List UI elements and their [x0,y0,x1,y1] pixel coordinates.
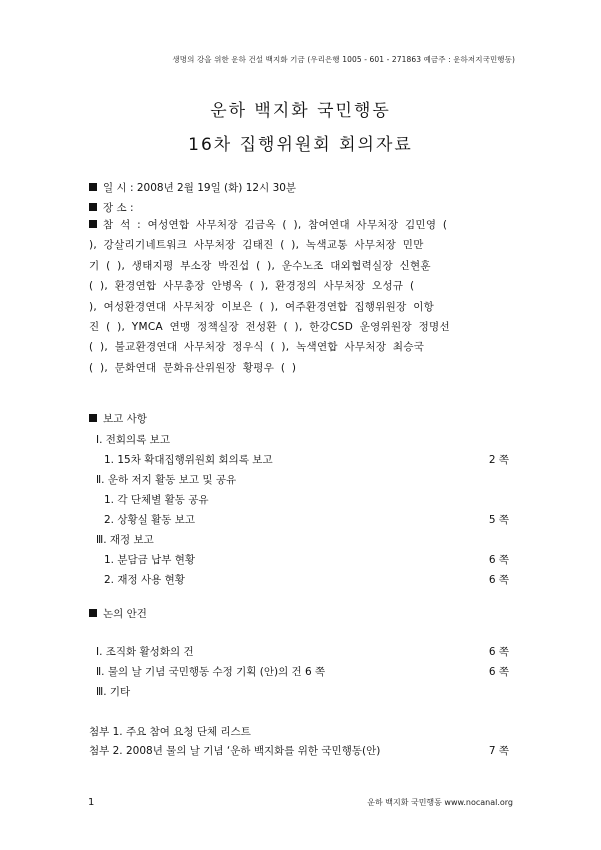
page-number: 1 [88,797,95,808]
page-ref: 6 쪽 [488,646,509,658]
discussion-item-1: Ⅰ. 조직화 활성화의 건 [96,646,194,658]
page-ref: 6 쪽 [488,574,509,586]
report-section-2: Ⅱ. 운하 저지 활동 보고 및 공유 [96,474,237,486]
attendees-line-8: ( ), 문화연대 문화유산위원장 황평우 ( ) [89,362,297,374]
fund-banner: 생명의 강을 위한 운하 건설 백지화 기금 (우리은행 1005 - 601 - 271863 예금주 : 운하저지국민행동) [172,55,515,64]
report-item-minutes: 1. 15차 확대집행위원회 회의록 보고 [104,454,273,466]
report-section-3: Ⅲ. 재정 보고 [96,534,154,546]
attendees-line-5: ), 여성환경연대 사무처장 이보은 ( ), 여주환경연합 집행위원장 이항 [89,301,435,313]
page-ref: 6 쪽 [488,554,509,566]
square-bullet-icon [89,183,97,191]
place-label: 장 소 : [103,202,134,214]
document-title: 운하 백지화 국민행동 [210,101,391,121]
report-item-spending: 2. 재정 사용 현황 [104,574,185,586]
discussion-item-2: Ⅱ. 물의 날 기념 국민행동 수정 기획 (안)의 건 6 쪽 [96,666,326,678]
report-item-situation-room: 2. 상황실 활동 보고 [104,514,196,526]
report-item-dues: 1. 분담금 납부 현황 [104,554,196,566]
attachment-1: 첨부 1. 주요 참여 요청 단체 리스트 [89,726,251,738]
attendees-line-6: 진 ( ), YMCA 연맹 정책실장 전성환 ( ), 한강CSD 운영위원장 정명선 [89,321,450,333]
discussion-item-3: Ⅲ. 기타 [96,686,131,698]
attendees-line-4: ( ), 환경연합 사무총장 안병옥 ( ), 환경정의 사무처장 오성규 ( [89,280,415,292]
attendees-line-7: ( ), 불교환경연대 사무처장 정우식 ( ), 녹색연합 사무처장 최승국 [89,341,425,353]
attendees-line-2: ), 강살리기네트워크 사무처장 김태진 ( ), 녹색교통 사무처장 민만 [89,239,424,251]
discussion-heading: 논의 안건 [89,606,147,621]
attachment-2: 첨부 2. 2008년 물의 날 기념 ‘운하 백지화를 위한 국민행동(안) [89,745,381,757]
page-ref: 6 쪽 [488,666,509,678]
datetime-label: 일 시 : [103,182,134,194]
footer-org: 운하 백지화 국민행동 www.nocanal.org [367,798,513,807]
page-ref: 2 쪽 [488,454,509,466]
attendees-label: 참 석 : [103,219,141,231]
meeting-datetime-row [89,180,296,195]
page-ref: 5 쪽 [488,514,509,526]
report-item-org-activity: 1. 각 단체별 활동 공유 [104,494,209,506]
attendees-line-3: 기 ( ), 생태지평 부소장 박진섭 ( ), 운수노조 대외협력실장 신현훈 [89,260,431,272]
report-section-1: Ⅰ. 전회의록 보고 [96,434,170,446]
attendees-line-1: 참 석 : 여성연합 사무처장 김금옥 ( ), 참여연대 사무처장 김민영 ( [89,215,509,235]
reports-heading: 보고 사항 [89,411,147,426]
square-bullet-icon [89,203,97,211]
meeting-place-row [89,200,134,215]
square-bullet-icon [89,609,97,617]
datetime-value: 2008년 2월 19일 (화) 12시 30분 [136,182,297,194]
page-ref: 7 쪽 [488,745,509,757]
square-bullet-icon [89,220,97,228]
document-subtitle: 16차 집행위원회 회의자료 [188,135,413,155]
square-bullet-icon [89,414,97,422]
